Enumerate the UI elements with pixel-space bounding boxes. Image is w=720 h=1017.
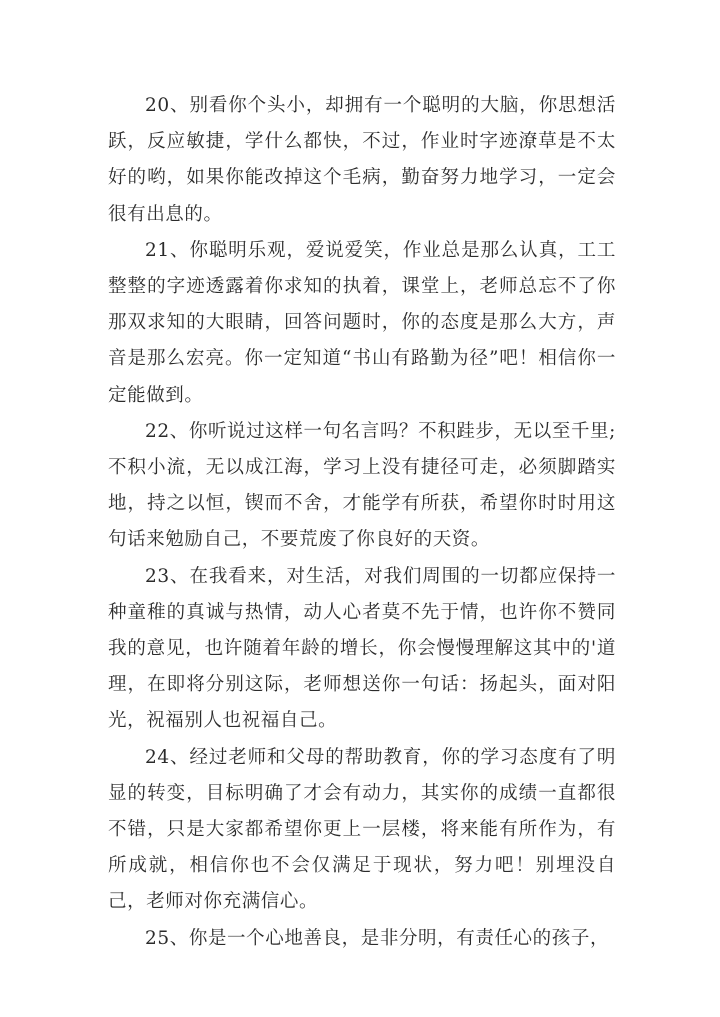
paragraph-20: 20、别看你个头小，却拥有一个聪明的大脑，你思想活跃，反应敏捷，学什么都快，不过，作业时字迹潦草是不太好的哟，如果你能改掉这个毛病，勤奋努力地学习，一定会很有出息的。	[108, 95, 616, 225]
paragraph-22: 22、你听说过这样一句名言吗？不积跬步，无以至千里;不积小流，无以成江海，学习上没有捷径可走，必须脚踏实地，持之以恒，锲而不舍，才能学有所获，希望你时时用这句话来勉励自己，不要荒废了你良好的天资。	[108, 420, 616, 551]
paragraph-21: 21、你聪明乐观，爱说爱笑，作业总是那么认真，工工整整的字迹透露着你求知的执着，课堂上，老师总忘不了你那双求知的大眼睛，回答问题时，你的态度是那么大方，声音是那么宏亮。你一定知道“书山有路勤为径”吧！相信你一定能做到。	[108, 239, 616, 406]
paragraph-24: 24、经过老师和父母的帮助教育，你的学习态度有了明显的转变，目标明确了才会有动力，其实你的成绩一直都很不错，只是大家都希望你更上一层楼，将来能有所作为，有所成就，相信你也不会仅满足于现状，努力吧！别埋没自己，老师对你充满信心。	[108, 746, 616, 913]
paragraph-23: 23、在我看来，对生活，对我们周围的一切都应保持一种童稚的真诚与热情，动人心者莫不先于情，也许你不赞同我的意见，也许随着年龄的增长，你会慢慢理解这其中的'道理，在即将分别这际，老师想送你一句话：扬起头，面对阳光，祝福别人也祝福自己。	[108, 565, 616, 732]
paragraph-25: 25、你是一个心地善良，是非分明，有责任心的孩子，	[145, 927, 610, 949]
document-body	[108, 88, 616, 957]
